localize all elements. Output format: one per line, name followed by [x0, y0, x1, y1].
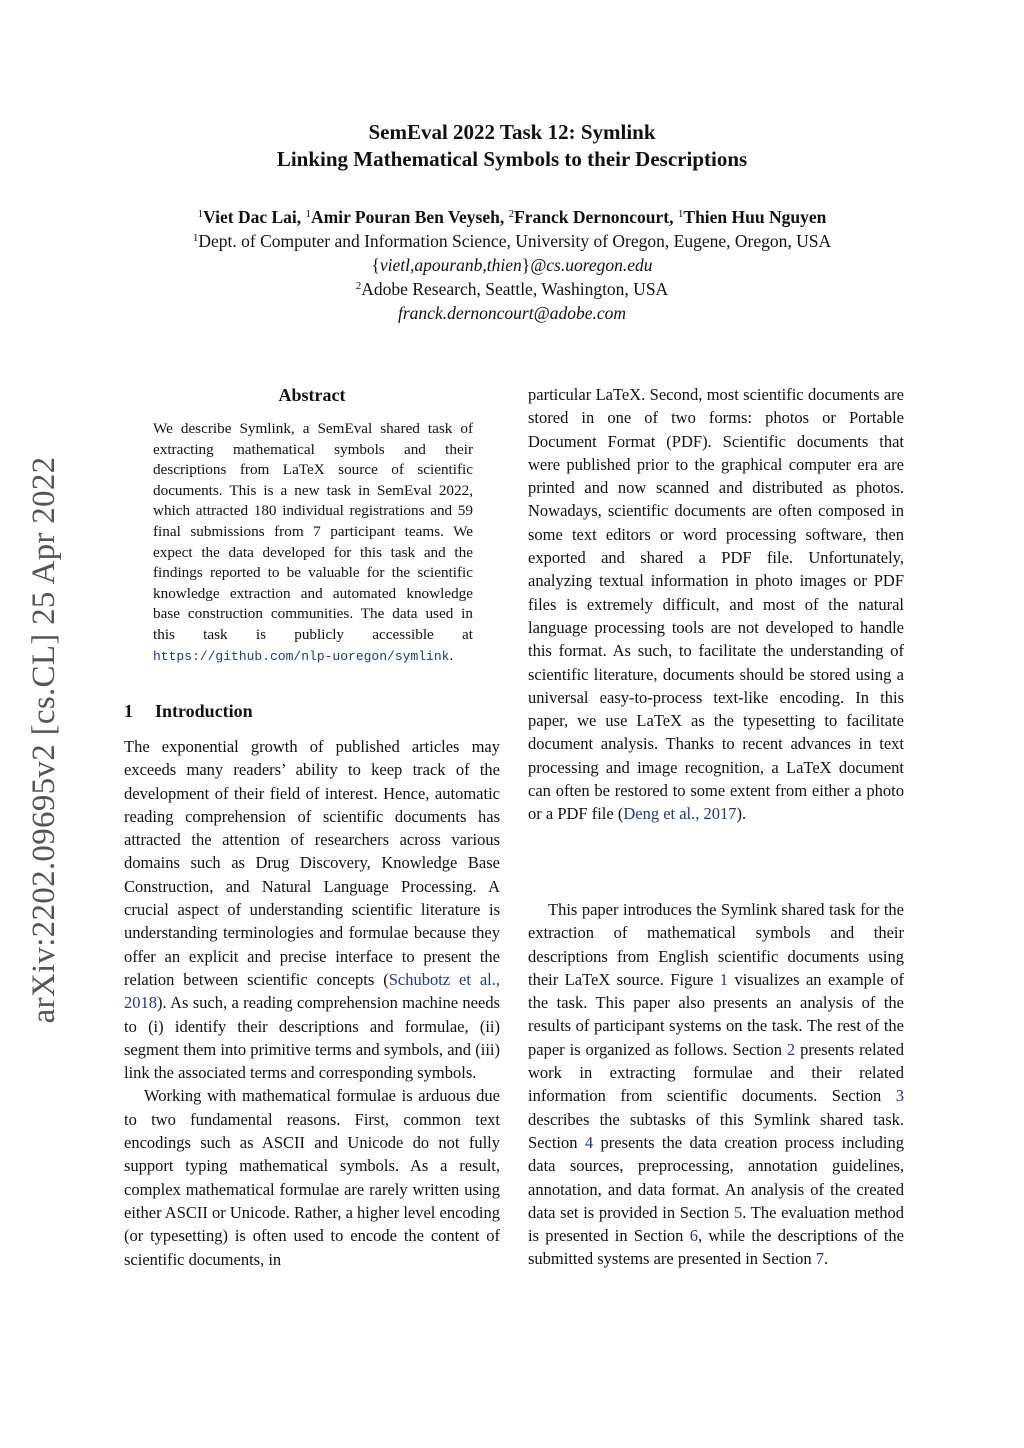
author-1-name: Viet Dac Lai,	[203, 207, 302, 227]
intro-paragraph-2: Working with mathematical formulae is arduous due to two fundamental reasons. First, common text encodings such as ASCII and Unicode do not fully support typing mathematical symbols. As a result, complex mathematical formulae are rarely written using either ASCII or Unicode. Rather, a higher level encoding (or typesetting) is often used to encode the content of scientific documents, in	[124, 1086, 500, 1269]
right-column-body-bottom	[528, 898, 904, 1271]
author-3-name: Franck Dernoncourt,	[514, 207, 674, 227]
left-column-body	[124, 735, 500, 1271]
author-2-affil-mark: 1	[305, 208, 312, 220]
affiliation-1-email-domain: @cs.uoregon.edu	[530, 255, 653, 275]
paper-title	[0, 119, 1024, 173]
author-4-affil-mark: 1	[677, 208, 684, 220]
section-title: Introduction	[155, 701, 253, 721]
citation-deng-2017[interactable]: Deng et al., 2017	[623, 804, 737, 824]
affiliation-2-text: Adobe Research, Seattle, Washington, USA	[361, 279, 669, 299]
affiliation-1-email-names: vietl,apouranb,thien	[379, 255, 522, 275]
affiliation-1-mark: 1	[192, 232, 199, 244]
author-3-affil-mark: 2	[508, 208, 515, 220]
affiliation-1	[0, 229, 1024, 253]
section-heading-introduction	[124, 699, 500, 723]
section-ref-5[interactable]: 5	[733, 1202, 743, 1222]
figure-ref-1[interactable]: 1	[719, 969, 729, 989]
abstract-body	[153, 419, 473, 667]
intro-paragraph-1: The exponential growth of published articles may exceeds many readers’ ability to keep track of the development of their field of interest. Hence, automatic reading comprehension of scientific documents has attracted the attention of researchers across various domains such as Drug Discovery, Knowledge Base Construction, and Natural Language Processing. A crucial aspect of understanding scientific literature is understanding terminologies and formulae because they offer an explicit and precise interface to present the relation between scientific concepts (Schubotz et al., 2018). As such, a reading comprehension machine needs to (i) identify their descriptions and formulae, (ii) segment them into primitive terms and symbols, and (iii) link the associated terms and corresponding symbols.	[124, 737, 500, 1083]
citation-schubotz-2018[interactable]: Schubotz et al., 2018	[124, 969, 500, 1013]
abstract-text: We describe Symlink, a SemEval shared task of extracting mathematical symbols and their descriptions from LaTeX source of scientific documents. This is a new task in SemEval 2022, which attracted 180 individual registrations and 59 final submissions from 7 participant teams. We expect the data developed for this task and the findings reported to be valuable for the scientific knowledge extraction and automated knowledge base construction communities. The data used in this task is publicly accessible at	[153, 420, 473, 643]
affiliation-2-email[interactable]: franck.dernoncourt@adobe.com	[398, 303, 626, 323]
section-number: 1	[124, 701, 133, 721]
section-ref-2[interactable]: 2	[786, 1039, 796, 1059]
affiliation-1-email[interactable]: {vietl,apouranb,thien}@cs.uoregon.edu	[371, 255, 653, 275]
affiliation-2	[0, 277, 1024, 301]
intro-paragraph-4: This paper introduces the Symlink shared task for the extraction of mathematical symbols and their descriptions from English scientific documents using their LaTeX source. Figure 1 visualizes an example of the task. This paper also presents an analysis of the results of participant systems on the task. The rest of the paper is organized as follows. Section 2 presents related work in extracting formulae and their related information from scientific documents. Section 3 describes the subtasks of this Symlink shared task. Section 4 presents the data creation process including data sources, preprocessing, annotation guidelines, annotation, and data format. An analysis of the created data set is provided in Section 5. The evaluation method is presented in Section 6, while the descriptions of the submitted systems are presented in Section 7.	[528, 900, 905, 1269]
section-ref-3[interactable]: 3	[895, 1086, 904, 1106]
author-2-name: Amir Pouran Ben Veyseh,	[311, 207, 505, 227]
section-ref-7[interactable]: 7	[815, 1249, 825, 1269]
section-ref-4[interactable]: 4	[584, 1132, 594, 1152]
author-1-affil-mark: 1	[197, 208, 204, 220]
abstract-heading: Abstract	[278, 385, 346, 405]
title-line-2: Linking Mathematical Symbols to their Descriptions	[276, 147, 748, 171]
affiliation-2-mark: 2	[355, 280, 362, 292]
author-4-name: Thien Huu Nguyen	[683, 207, 827, 227]
section-ref-6[interactable]: 6	[689, 1226, 698, 1246]
right-column-body-top	[528, 383, 904, 826]
intro-paragraph-3: particular LaTeX. Second, most scientific documents are stored in one of two forms: photos or Portable Document Format (PDF). Scientific documents that were published prior to the graphical computer era are printed and now scanned and distributed as photos. Nowadays, scientific documents are often composed in some text editors or word processing software, then exported and shared a PDF file. Unfortunately, analyzing textual information in photo images or PDF files is extremely difficult, and most of the natural language processing tools are not developed to handle this format. As such, to facilitate the understanding of scientific literature, documents should be stored using a universal easy-to-process text-like encoding. In this paper, we use LaTeX as the typesetting to facilitate document analysis. Thanks to recent advances in text processing and image recognition, a LaTeX document can often be restored to some extent from either a photo or a PDF file (Deng et al., 2017).	[528, 385, 904, 824]
arxiv-identifier: arXiv:2202.09695v2 [cs.CL] 25 Apr 2022	[26, 456, 62, 1024]
dataset-url-link[interactable]: https://github.com/nlp-uoregon/symlink	[153, 648, 450, 664]
affiliation-1-text: Dept. of Computer and Information Science, University of Oregon, Eugene, Oregon, USA	[198, 231, 832, 251]
abstract-tail: .	[449, 646, 454, 664]
title-line-1: SemEval 2022 Task 12: Symlink	[368, 120, 656, 144]
author-list	[0, 205, 1024, 229]
